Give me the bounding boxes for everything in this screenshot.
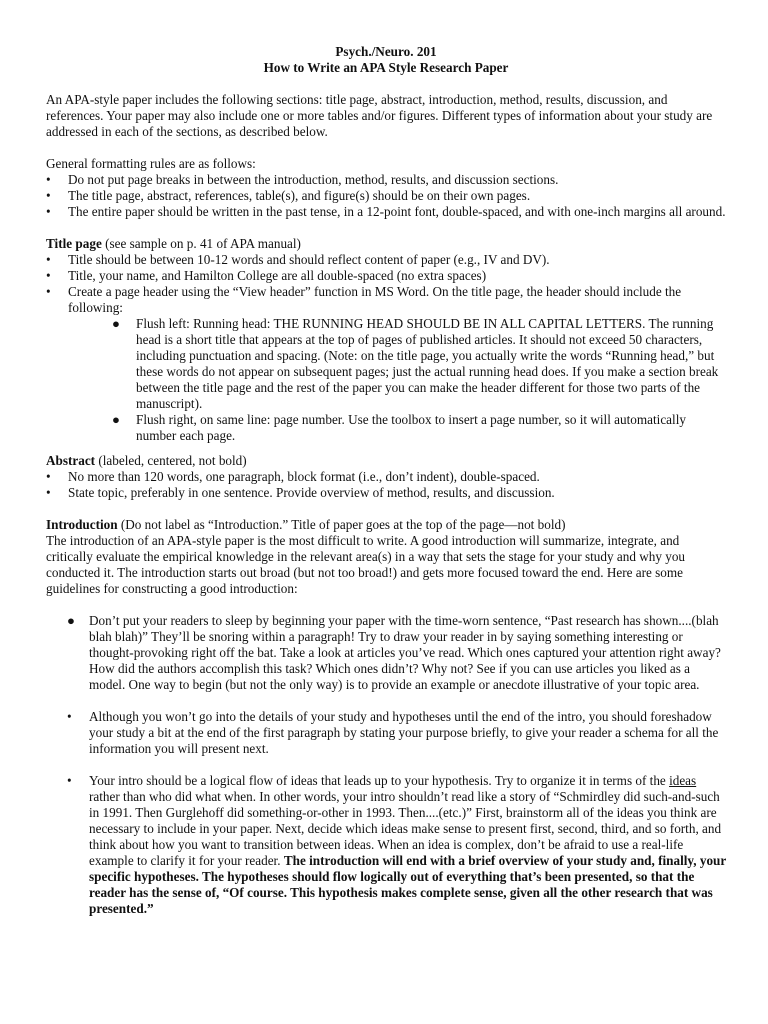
introduction-body: The introduction of an APA-style paper is the most difficult to write. A good introduction will summarize, integrate, and critically evaluate the empirical knowledge in the relevant area(s) in a way that sets the stage for your study and why you conducted it. The introduction starts out broad (but not too broad!) and gets more focused toward the end. Here are some guidelines for constructing a good introduction: — [46, 533, 686, 596]
bullet-marker: • — [46, 188, 51, 203]
list-item-text: Title, your name, and Hamilton College are all double-spaced (no extra spaces) — [68, 268, 487, 283]
list-item-text: No more than 120 words, one paragraph, block format (i.e., don’t indent), double-spaced. — [68, 469, 540, 484]
bullet-marker: • — [46, 172, 51, 187]
bullet-marker: ● — [112, 412, 120, 427]
bullet-marker: • — [46, 284, 51, 299]
bullet-marker: • — [46, 204, 51, 219]
bullet-marker: ● — [112, 316, 120, 331]
abstract-section-heading — [46, 453, 726, 469]
bold-emphasis: The introduction will end with a brief overview of your study and, finally, your specific hypotheses. The hypotheses should flow logically out of everything that’s been presented, so that the reader has the sense of, “Of course. This hypothesis makes complete sense, given all the other research that was presented.” — [89, 853, 727, 916]
bullet-marker: • — [46, 252, 51, 267]
underlined-word: ideas — [669, 773, 697, 788]
tip-text: Although you won’t go into the details of your study and hypotheses until the end of the intro, you should foreshadow your study a bit at the end of the first paragraph by stating your purpose briefly, to give your reader a schema for all the information you will present next. — [89, 709, 719, 756]
sub-list-item — [46, 316, 726, 412]
section-note: (labeled, centered, not bold) — [95, 453, 247, 468]
tip-item — [46, 773, 726, 917]
list-item — [46, 284, 726, 316]
list-item-text: The title page, abstract, references, table(s), and figure(s) should be on their own pages. — [68, 188, 531, 203]
course-title: Psych./Neuro. 201 — [335, 44, 437, 59]
tip-text-part: Your intro should be a logical flow of ideas that leads up to your hypothesis. Try to organize it in terms of the — [89, 773, 670, 788]
list-item — [46, 469, 726, 485]
bullet-marker: • — [46, 485, 51, 500]
section-note: (see sample on p. 41 of APA manual) — [101, 236, 301, 251]
bullet-marker: • — [46, 268, 51, 283]
list-item — [46, 172, 726, 188]
list-item-text: Do not put page breaks in between the introduction, method, results, and discussion sections. — [68, 172, 559, 187]
formatting-lead: General formatting rules are as follows: — [46, 156, 256, 171]
section-heading: Introduction — [46, 517, 118, 532]
section-heading: Abstract — [46, 453, 96, 468]
tip-text — [89, 773, 726, 916]
document-page — [46, 44, 726, 917]
list-item-text: Create a page header using the “View header” function in MS Word. On the title page, the header should include the following: — [68, 284, 682, 315]
sub-list-item — [46, 412, 726, 444]
list-item — [46, 485, 726, 501]
bullet-marker: ● — [67, 613, 75, 628]
tip-text: Don’t put your readers to sleep by beginning your paper with the time-worn sentence, “Past research has shown....(blah blah blah)” They’ll be snoring within a paragraph! Try to draw your reader in by saying something interesting or thought-provoking right off the bat. Take a look at articles you’ve read. Which ones captured your attention right away? How did the authors accomplish this task? Which ones didn’t? Why not? See if you can use articles you liked as a model. One way to begin (but not the only way) is to provide an example or anecdote illustrative of your topic area. — [89, 613, 721, 692]
document-title: How to Write an APA Style Research Paper — [263, 60, 509, 75]
tip-item — [46, 709, 726, 757]
sub-list-item-text: Flush left: Running head: THE RUNNING HEAD SHOULD BE IN ALL CAPITAL LETTERS. The running head is a short title that appears at the top of pages of published articles. It should not exceed 50 characters, including punctuation and spacing. (Note: on the title page, you actually write the words “Running head,” but these words do not appear on subsequent pages; just the actual running head does. If you make a section break between the title page and the rest of the paper you can make the header different for those two parts of the manuscript). — [136, 316, 719, 411]
introduction-section-heading — [46, 517, 726, 533]
list-item-text: Title should be between 10-12 words and should reflect content of paper (e.g., IV and DV). — [68, 252, 550, 267]
list-item — [46, 204, 726, 220]
list-item — [46, 268, 726, 284]
sub-list-item-text: Flush right, on same line: page number. Use the toolbox to insert a page number, so it will automatically number each page. — [136, 412, 686, 443]
bullet-marker: • — [67, 773, 72, 788]
intro-paragraph: An APA-style paper includes the following sections: title page, abstract, introduction, method, results, discussion, and references. Your paper may also include one or more tables and/or figures. Different types of information about your study are addressed in each of the sections, as described below. — [46, 92, 713, 139]
list-item-text: The entire paper should be written in the past tense, in a 12-point font, double-spaced, and with one-inch margins all around. — [68, 204, 726, 219]
list-item — [46, 252, 726, 268]
title-page-section-heading — [46, 236, 726, 252]
bullet-marker: • — [46, 469, 51, 484]
tip-text-part: rather than who did what when. In other words, your intro shouldn’t read like a story of “Schmirdley did such-and-such in 1991. Then Gurglehoff did something-or-other in 1993. Then....(etc.)” First, brainstorm all of the ideas you think are necessary to include in your paper. Next, decide which ideas make sense to present first, second, third, and so forth, and think about how you want to transition between ideas. When an idea is complex, don’t be afraid to use a real-life example to clarify it for your reader. — [89, 789, 722, 868]
tip-item — [46, 613, 726, 693]
section-note: (Do not label as “Introduction.” Title of paper goes at the top of the page—not bold) — [117, 517, 566, 532]
section-heading: Title page — [46, 236, 102, 251]
bullet-marker: • — [67, 709, 72, 724]
list-item — [46, 188, 726, 204]
list-item-text: State topic, preferably in one sentence. Provide overview of method, results, and discussion. — [68, 485, 555, 500]
